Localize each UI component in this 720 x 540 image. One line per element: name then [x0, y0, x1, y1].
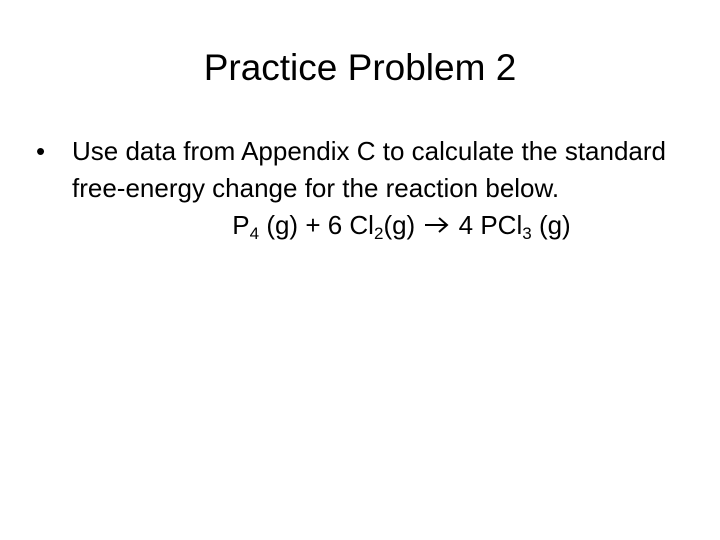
bullet-item — [36, 133, 686, 207]
slide-title: Practice Problem 2 — [203, 47, 517, 88]
arrow-icon — [424, 215, 450, 235]
equation-reactant1-subscript: 4 — [249, 224, 260, 243]
bullet-text: Use data from Appendix C to calculate the standard free-energy change for the reaction below. — [72, 136, 667, 203]
equation-reactant1-state: (g) + 6 Cl — [259, 210, 374, 240]
chemical-equation — [81, 207, 686, 244]
equation-reactant2-state: (g) — [383, 210, 423, 240]
equation-product-state: (g) — [531, 210, 571, 240]
equation-product-prefix: 4 PCl — [451, 210, 523, 240]
equation-reactant2-subscript: 2 — [373, 224, 384, 243]
bullet-icon: • — [36, 136, 46, 166]
equation-product-subscript: 3 — [522, 224, 532, 243]
equation-reactant1-symbol: P — [232, 210, 250, 240]
slide-body — [36, 133, 686, 244]
